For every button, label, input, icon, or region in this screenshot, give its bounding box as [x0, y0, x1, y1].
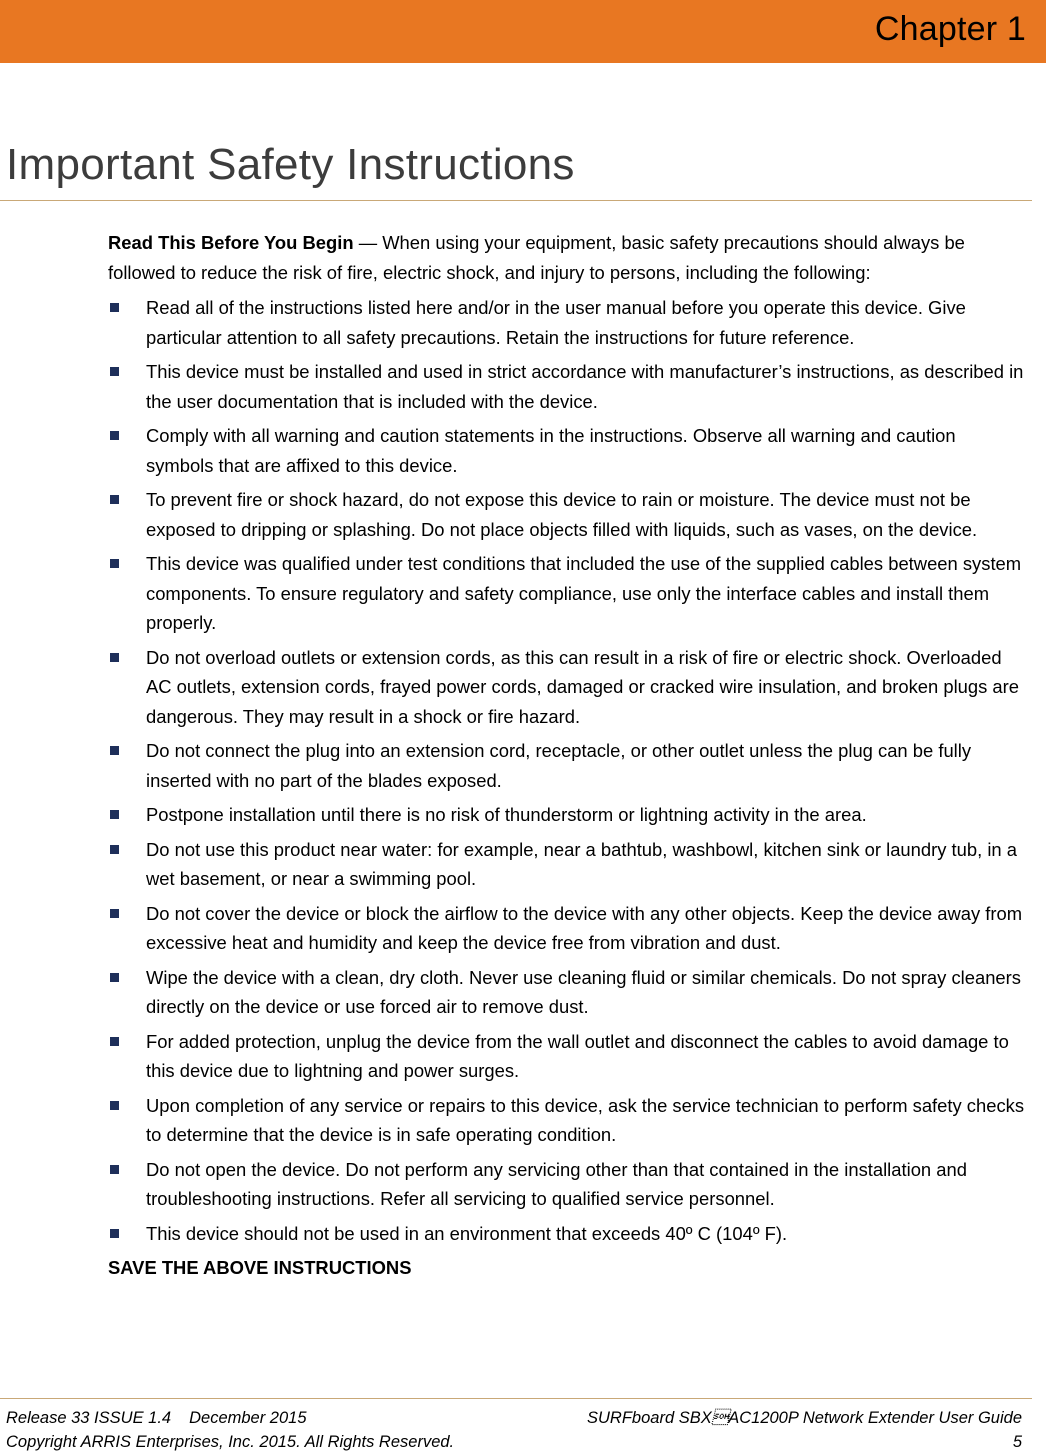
square-bullet-icon — [110, 1229, 119, 1238]
square-bullet-icon — [110, 559, 119, 568]
list-item-text: Do not use this product near water: for example, near a bathtub, washbowl, kitchen sink or laundry tub, in a wet basement, or near a swimming pool. — [146, 838, 1017, 889]
list-item — [108, 421, 1028, 480]
footer-row-top — [6, 1406, 1022, 1430]
list-item-text: This device was qualified under test conditions that included the use of the supplied cables between system components. To ensure regulatory and safety compliance, use only the interface cables and install them properly. — [146, 553, 1022, 633]
footer-release: Release 33 ISSUE 1.4 — [6, 1409, 172, 1427]
list-item — [108, 736, 1028, 795]
chapter-label: Chapter 1 — [874, 10, 1026, 48]
list-item — [108, 1155, 1028, 1214]
page-number: 5 — [1012, 1433, 1022, 1451]
square-bullet-icon — [110, 653, 119, 662]
intro-lead: Read This Before You Begin — [108, 232, 354, 253]
list-item — [108, 357, 1028, 416]
square-bullet-icon — [110, 367, 119, 376]
chapter-header-bar — [0, 0, 1046, 63]
list-item-text: Upon completion of any service or repairs to this device, ask the service technician to perform safety checks to determine that the device is in safe operating condition. — [146, 1094, 1025, 1145]
square-bullet-icon — [110, 1165, 119, 1174]
list-item — [108, 835, 1028, 894]
list-item-text: Wipe the device with a clean, dry cloth. Never use cleaning fluid or similar chemicals. Do not spray cleaners directly on the device or use forced air to remove dust. — [146, 966, 1021, 1017]
list-item — [108, 643, 1028, 732]
square-bullet-icon — [110, 845, 119, 854]
square-bullet-icon — [110, 810, 119, 819]
square-bullet-icon — [110, 746, 119, 755]
list-item-text: Do not connect the plug into an extension cord, receptacle, or other outlet unless the plug can be fully inserted with no part of the blades exposed. — [146, 740, 972, 791]
footer-release-info — [6, 1406, 307, 1430]
intro-paragraph — [108, 228, 1028, 287]
list-item-text: Comply with all warning and caution statements in the instructions. Observe all warning and caution symbols that are affixed to this device. — [146, 425, 956, 476]
closing-note: SAVE THE ABOVE INSTRUCTIONS — [108, 1257, 412, 1278]
list-item — [108, 293, 1028, 352]
square-bullet-icon — [110, 431, 119, 440]
list-item-text: Postpone installation until there is no risk of thunderstorm or lightning activity in the area. — [146, 804, 867, 825]
footer-row-bottom — [6, 1430, 1022, 1454]
title-divider — [0, 200, 1032, 201]
list-item-text: Do not cover the device or block the airflow to the device with any other objects. Keep the device away from excessive heat and humidity and keep the device free from vibration and dust. — [146, 902, 1023, 953]
page-title: Important Safety Instructions — [6, 140, 575, 189]
page-footer — [6, 1406, 1022, 1454]
intro-text: — When using your equipment, basic safety precautions should always be followed to reduce the risk of fire, electric shock, and injury to persons, including the following: — [108, 232, 965, 283]
list-item — [108, 485, 1028, 544]
list-item-text: Do not overload outlets or extension cords, as this can result in a risk of fire or electric shock. Overloaded AC outlets, extension cords, frayed power cords, damaged or cracked wire insulation, and broken plugs are dangerous. They may result in a shock or fire hazard. — [146, 646, 1019, 727]
list-item — [108, 1027, 1028, 1086]
document-body — [108, 228, 1028, 1283]
list-item-text: For added protection, unplug the device from the wall outlet and disconnect the cables to avoid damage to this device due to lightning and power surges. — [146, 1030, 1009, 1081]
square-bullet-icon — [110, 495, 119, 504]
list-item — [108, 899, 1028, 958]
footer-guide-title: SURFboard SBXAC1200P Network Extender User Guide — [587, 1409, 1022, 1427]
square-bullet-icon — [110, 303, 119, 312]
square-bullet-icon — [110, 909, 119, 918]
square-bullet-icon — [110, 1037, 119, 1046]
list-item-text: To prevent fire or shock hazard, do not expose this device to rain or moisture. The device must not be exposed to dripping or splashing. Do not place objects filled with liquids, such as vases, on the device. — [146, 489, 978, 540]
list-item-text: This device should not be used in an environment that exceeds 40º C (104º F). — [146, 1222, 788, 1244]
list-item-text: Read all of the instructions listed here and/or in the user manual before you operate this device. Give particular attention to all safety precautions. Retain the instructions for future reference. — [146, 297, 966, 348]
list-item — [108, 800, 1028, 830]
footer-date: December 2015 — [189, 1409, 307, 1427]
list-item — [108, 963, 1028, 1022]
list-item-text: This device must be installed and used in strict accordance with manufacturer’s instructions, as described in the user documentation that is included with the device. — [146, 361, 1024, 412]
footer-divider — [0, 1398, 1032, 1399]
square-bullet-icon — [110, 1101, 119, 1110]
safety-instruction-list — [108, 293, 1028, 1248]
list-item — [108, 1091, 1028, 1150]
list-item — [108, 1219, 1028, 1249]
footer-copyright: Copyright ARRIS Enterprises, Inc. 2015. All Rights Reserved. — [6, 1433, 455, 1451]
list-item-text: Do not open the device. Do not perform any servicing other than that contained in the installation and troubleshooting instructions. Refer all servicing to qualified service personnel. — [146, 1158, 967, 1209]
list-item — [108, 549, 1028, 638]
square-bullet-icon — [110, 973, 119, 982]
